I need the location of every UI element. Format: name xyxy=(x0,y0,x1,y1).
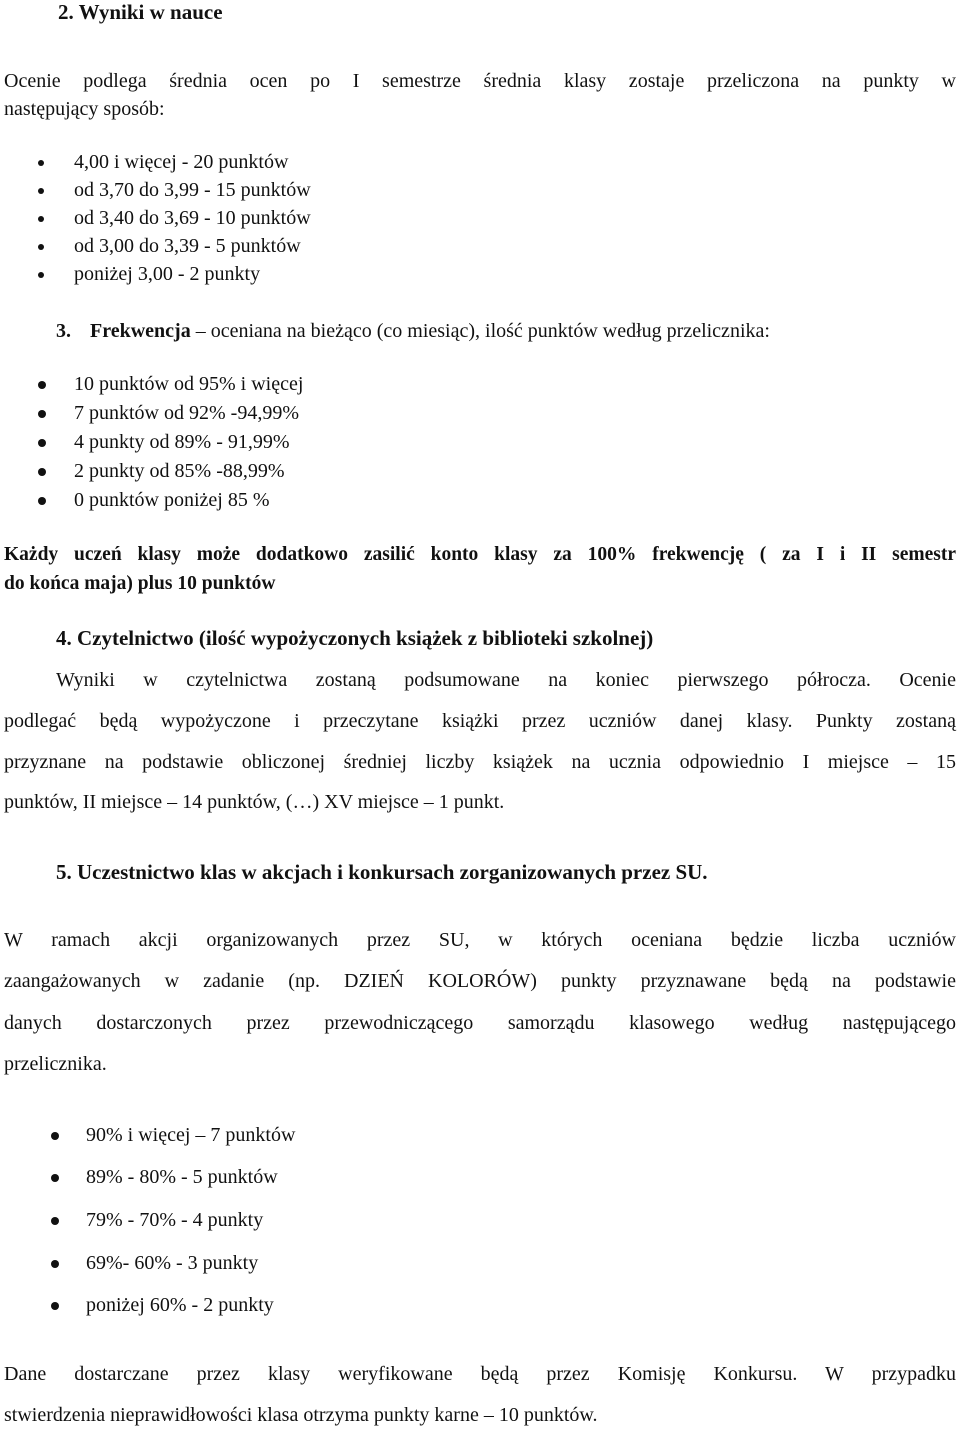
section-3-bonus-line-2: do końca maja) plus 10 punktów xyxy=(4,573,276,594)
section-4-line-1: Wyniki w czytelnictwa zostaną podsumowane na koniec pierwszego półrocza. Ocenie xyxy=(56,669,956,691)
section-2-heading: 2. Wyniki w nauce xyxy=(58,0,223,24)
section-3-description: – oceniana na bieżąco (co miesiąc), ilość punktów według przelicznika: xyxy=(190,320,770,342)
bullet-icon xyxy=(38,160,44,166)
bullet-icon xyxy=(38,410,46,418)
list-item-text: 4 punkty od 89% - 91,99% xyxy=(74,431,290,453)
section-5-line-3: danych dostarczonych przez przewodniczącego samorządu klasowego według następującego xyxy=(4,1012,956,1034)
bullet-icon xyxy=(38,216,44,222)
section-4-line-4: punktów, II miejsce – 14 punktów, (…) XV miejsce – 1 punkt. xyxy=(4,791,505,813)
section-5-final-line-2: stwierdzenia nieprawidłowości klasa otrzyma punkty karne – 10 punktów. xyxy=(4,1404,598,1426)
list-item-text: 89% - 80% - 5 punktów xyxy=(86,1166,278,1188)
section-3-bonus-line-1: Każdy uczeń klasy może dodatkowo zasilić konto klasy za 100% frekwencję ( za I i II semestr xyxy=(4,544,956,565)
list-item-text: 4,00 i więcej - 20 punktów xyxy=(74,151,289,173)
bullet-icon xyxy=(51,1174,59,1182)
list-item-text: od 3,70 do 3,99 - 15 punktów xyxy=(74,179,311,201)
section-5-line-4: przelicznika. xyxy=(4,1053,107,1075)
section-4-line-2: podlegać będą wypożyczone i przeczytane książki przez uczniów danej klasy. Punkty zostaną xyxy=(4,710,956,732)
list-item-text: 10 punktów od 95% i więcej xyxy=(74,373,304,395)
list-item-text: 0 punktów poniżej 85 % xyxy=(74,489,270,511)
bullet-icon xyxy=(51,1302,59,1310)
list-item-text: 79% - 70% - 4 punkty xyxy=(86,1209,264,1231)
section-5-line-1: W ramach akcji organizowanych przez SU, w których oceniana będzie liczba uczniów xyxy=(4,929,956,951)
bullet-icon xyxy=(51,1217,59,1225)
bullet-icon xyxy=(38,439,46,447)
list-item-text: od 3,00 do 3,39 - 5 punktów xyxy=(74,235,301,257)
list-item-text: 69%- 60% - 3 punkty xyxy=(86,1252,259,1274)
list-item-text: poniżej 3,00 - 2 punkty xyxy=(74,263,261,285)
section-4-heading xyxy=(56,626,653,651)
bullet-icon xyxy=(38,244,44,250)
section-2-intro-line-1: Ocenie podlega średnia ocen po I semestrze średnia klasy zostaje przeliczona na punkty w xyxy=(4,70,956,92)
section-4-heading-text: 4. Czytelnictwo (ilość wypożyczonych książek z biblioteki szkolnej) xyxy=(56,626,654,650)
section-3-number: 3. xyxy=(56,320,71,342)
bullet-icon xyxy=(38,497,46,505)
section-2-intro-line-2: następujący sposób: xyxy=(4,98,165,120)
bullet-icon xyxy=(51,1260,59,1268)
section-5-heading: 5. Uczestnictwo klas w akcjach i konkursach zorganizowanych przez SU. xyxy=(56,860,708,884)
bullet-icon xyxy=(38,381,46,389)
list-item-text: poniżej 60% - 2 punkty xyxy=(86,1294,274,1316)
list-item-text: 2 punkty od 85% -88,99% xyxy=(74,460,285,482)
section-3-title: Frekwencja xyxy=(90,320,191,342)
list-item-text: od 3,40 do 3,69 - 10 punktów xyxy=(74,207,311,229)
section-5-final-line-1: Dane dostarczane przez klasy weryfikowane będą przez Komisję Konkursu. W przypadku xyxy=(4,1363,956,1385)
section-4-line-3: przyznane na podstawie obliczonej średniej liczby książek na ucznia odpowiednio I miejsce – 15 xyxy=(4,751,956,773)
bullet-icon xyxy=(38,468,46,476)
bullet-icon xyxy=(38,272,44,278)
list-item-text: 7 punktów od 92% -94,99% xyxy=(74,402,299,424)
list-item-text: 90% i więcej – 7 punktów xyxy=(86,1124,296,1146)
section-5-line-2: zaangażowanych w zadanie (np. DZIEŃ KOLORÓW) punkty przyznawane będą na podstawie xyxy=(4,970,956,992)
bullet-icon xyxy=(51,1132,59,1140)
bullet-icon xyxy=(38,188,44,194)
section-3-heading xyxy=(56,320,770,343)
